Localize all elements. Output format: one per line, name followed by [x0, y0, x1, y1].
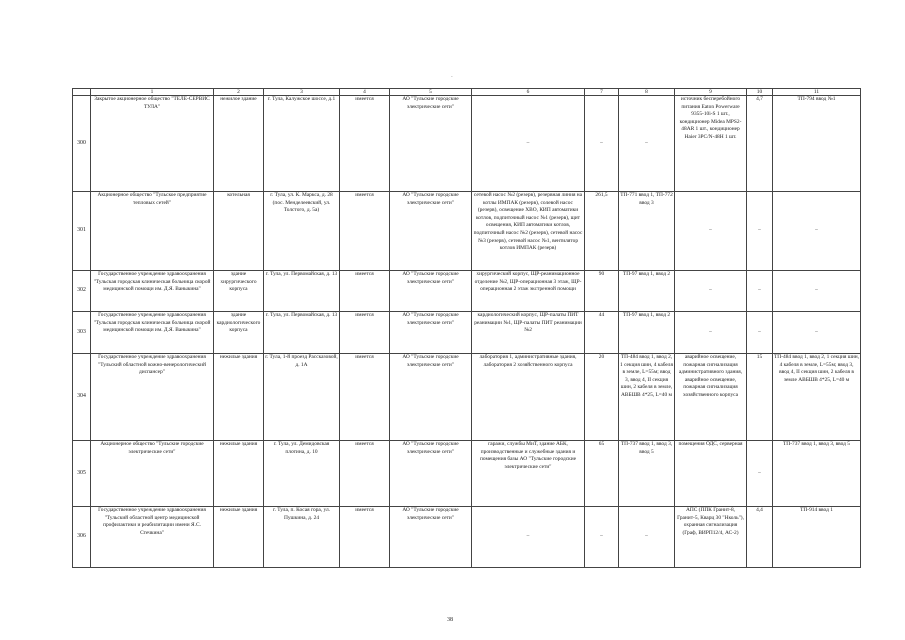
table-cell: г. Тула, 1-й проезд Рассказовой, д. 1А [264, 354, 340, 441]
header-cell: 1 [91, 89, 214, 96]
table-cell: ТП-737 ввод 1, ввод 3, ввод 5 [773, 441, 861, 507]
table-cell: АО "Тульские городские электрические сети" [390, 507, 472, 568]
table-cell: – [675, 271, 747, 312]
table-cell: имеется [340, 96, 390, 192]
table-cell: здание кардиологического корпуса [214, 312, 264, 354]
table-cell: г. Тула, ул. Демидовская плотина, д. 10 [264, 441, 340, 507]
table-cell: ТП-794 ввод №1 [773, 96, 861, 192]
table-cell: нежилые здания [214, 354, 264, 441]
table-cell: – [773, 271, 861, 312]
table-cell: Закрытое акционерное общество "ТЕЛЕ-СЕРВИС ТУЛА" [91, 96, 214, 192]
table-cell: ТП-914 ввод 1 [773, 507, 861, 568]
table-cell: г. Тула, п. Косая гора, ул. Пушкина, д. 24 [264, 507, 340, 568]
table-cell: – [619, 96, 675, 192]
header-row [73, 89, 861, 96]
table-cell: – [585, 507, 619, 568]
table-cell: – [472, 96, 585, 192]
table-cell: ТП-484 ввод 1, ввод 2, 1 секция шин, 4 кабеля в земле, L=55м; ввод 3, ввод 4, II секция шин, 2 кабеля в земле АВБШВ 4*25, L=40 м [773, 354, 861, 441]
data-table [72, 88, 861, 568]
table-cell: АО "Тульские городские электрические сети" [390, 441, 472, 507]
table-cell: АПС (ППК Гранит-8, Гранит-5, Кварц 30 "Нколь"), охранная сигнализация (Граф, ВИРП12/4, АС-2) [675, 507, 747, 568]
table-cell: нежилые здания [214, 441, 264, 507]
table-cell: г. Тула, Калужское шоссе, д.1 [264, 96, 340, 192]
table-cell: ТП-97 ввод 1, ввод 2 [619, 271, 675, 312]
header-cell: 2 [214, 89, 264, 96]
table-row [73, 192, 861, 271]
table-cell: – [747, 271, 773, 312]
table-cell: лаборатория 1, административные здания, лаборатория 2 хозяйственного корпуса [472, 354, 585, 441]
table-cell: г. Тула, ул. Первомайская, д. 13 [264, 312, 340, 354]
header-cell: 10 [747, 89, 773, 96]
table-cell: – [585, 96, 619, 192]
header-cell [73, 89, 91, 96]
table-row [73, 441, 861, 507]
header-cell: 4 [340, 89, 390, 96]
table-row [73, 354, 861, 441]
row-number: 305 [73, 441, 91, 507]
table-cell: 65 [585, 441, 619, 507]
table-cell: АО "Тульские городские электрические сети" [390, 312, 472, 354]
table-cell: – [773, 312, 861, 354]
table-cell: нежилые здания [214, 507, 264, 568]
table-cell: имеется [340, 354, 390, 441]
row-number: 302 [73, 271, 91, 312]
table-cell: имеется [340, 271, 390, 312]
row-number: 303 [73, 312, 91, 354]
header-cell: 6 [472, 89, 585, 96]
table-cell: 4,7 [747, 96, 773, 192]
table-cell: АО "Тульские городские электрические сети" [390, 96, 472, 192]
header-cell: 11 [773, 89, 861, 96]
table-cell: АО "Тульские городские электрические сети" [390, 192, 472, 271]
table-cell: Государственное учреждение здравоохранения "Тульский областной кожно-венерологический диспансер" [91, 354, 214, 441]
table-cell: г. Тула, ул. К. Маркса, д. 28 (пос. Менделеевский, ул. Толстого, д. 5а) [264, 192, 340, 271]
table-cell: ТП-97 ввод 1, ввод 2 [619, 312, 675, 354]
table-row [73, 507, 861, 568]
table-cell: АО "Тульские городские электрические сети" [390, 354, 472, 441]
table-row [73, 271, 861, 312]
table-cell: источник бесперебойного питания Eaton Powerware 9355-10i-S 1 шт., кондиционер Midea MPS2-48AR 1 шт., кондиционер Haier 3PC/N-48H 1 шт. [675, 96, 747, 192]
table-cell: АО "Тульские городские электрические сети" [390, 271, 472, 312]
table-cell: – [472, 507, 585, 568]
table-cell: сетевой насос №2 (резерв), резервная линия на котлы ИМПАК (резерв), солевой насос (резерв), освещение ХВО, КИП автоматики котлов, подпиточный насос №1 (резерв), щит освещения, КИП автоматики котлов, подпиточный насос №2 (резерв), сетевой насос №3 (резерв), сетевой насос №1, вентилятор котлов ИМПАК (резерв) [472, 192, 585, 271]
table-cell: – [773, 192, 861, 271]
table-cell: помещения ОДС, серверная [675, 441, 747, 507]
table-cell: гаражи, службы МиТ, здание АБК, производственные и служебные здания и помещения базы АО "Тульские городские электрические сети" [472, 441, 585, 507]
table-cell: 15 [747, 354, 773, 441]
header-cell: 7 [585, 89, 619, 96]
table-cell: нежилое здание [214, 96, 264, 192]
header-cell: 8 [619, 89, 675, 96]
table-cell: аварийное освещение, пожарная сигнализация административного здания, аварийное освещение, пожарная сигнализация хозяйственного корпуса [675, 354, 747, 441]
page-number: 38 [447, 617, 453, 623]
table-cell: Акционерное общество "Тульские городские электрические сети" [91, 441, 214, 507]
table-cell: имеется [340, 507, 390, 568]
header-cell: 3 [264, 89, 340, 96]
table-cell: – [747, 192, 773, 271]
table-cell: – [619, 507, 675, 568]
table-cell: Государственное учреждение здравоохранения "Тульская городская клиническая больница скорой медицинской помощи им. Д.Я. Ваныкина" [91, 271, 214, 312]
table-row [73, 312, 861, 354]
table-row [73, 96, 861, 192]
table-cell: 261,5 [585, 192, 619, 271]
table-cell: имеется [340, 312, 390, 354]
table-cell: имеется [340, 192, 390, 271]
row-number: 306 [73, 507, 91, 568]
table-cell: ТП-737 ввод 1, ввод 3, ввод 5 [619, 441, 675, 507]
row-number: 301 [73, 192, 91, 271]
header-cell: 9 [675, 89, 747, 96]
table-cell: здание хирургического корпуса [214, 271, 264, 312]
table-cell: 90 [585, 271, 619, 312]
table-cell: Государственное учреждение здравоохранения "Тульский областной центр медицинской профилактики и реабилитации имени Я.С. Стечкина" [91, 507, 214, 568]
table-cell: 44 [585, 312, 619, 354]
table-cell: 4,4 [747, 507, 773, 568]
table-cell: имеется [340, 441, 390, 507]
table-cell: Акционерное общество "Тульское предприятие тепловых сетей" [91, 192, 214, 271]
table-cell: – [675, 312, 747, 354]
table-cell: кардиологический корпус, ЩР-палаты ПИТ реанимации №1, ЩР-палаты ПИТ реанимации №2 [472, 312, 585, 354]
table-cell: хирургический корпус, ЩР-реанимационное отделение №2, ЩР-операционная 3 этаж, ЩР-операционная 2 этаж экстренной помощи [472, 271, 585, 312]
table-cell: котельная [214, 192, 264, 271]
header-cell: 5 [390, 89, 472, 96]
row-number: 304 [73, 354, 91, 441]
page-mark: - [451, 75, 453, 80]
table-cell: ТП-484 ввод 1, ввод 2, 1 секция шин, 4 кабеля в земле, L=55м; ввод 3, ввод 4, II секция шин, 2 кабеля в земле, АВБШВ 4*25, L=40 м [619, 354, 675, 441]
table-cell: г. Тула, ул. Первомайская, д. 13 [264, 271, 340, 312]
table-cell: ТП-771 ввод 1, ТП-772 ввод 3 [619, 192, 675, 271]
table-cell: Государственное учреждение здравоохранения "Тульская городская клиническая больница скорой медицинской помощи им. Д.Я. Ваныкина" [91, 312, 214, 354]
table-cell: – [675, 192, 747, 271]
table-cell: – [747, 441, 773, 507]
table-cell: 20 [585, 354, 619, 441]
row-number: 300 [73, 96, 91, 192]
table-cell: – [747, 312, 773, 354]
